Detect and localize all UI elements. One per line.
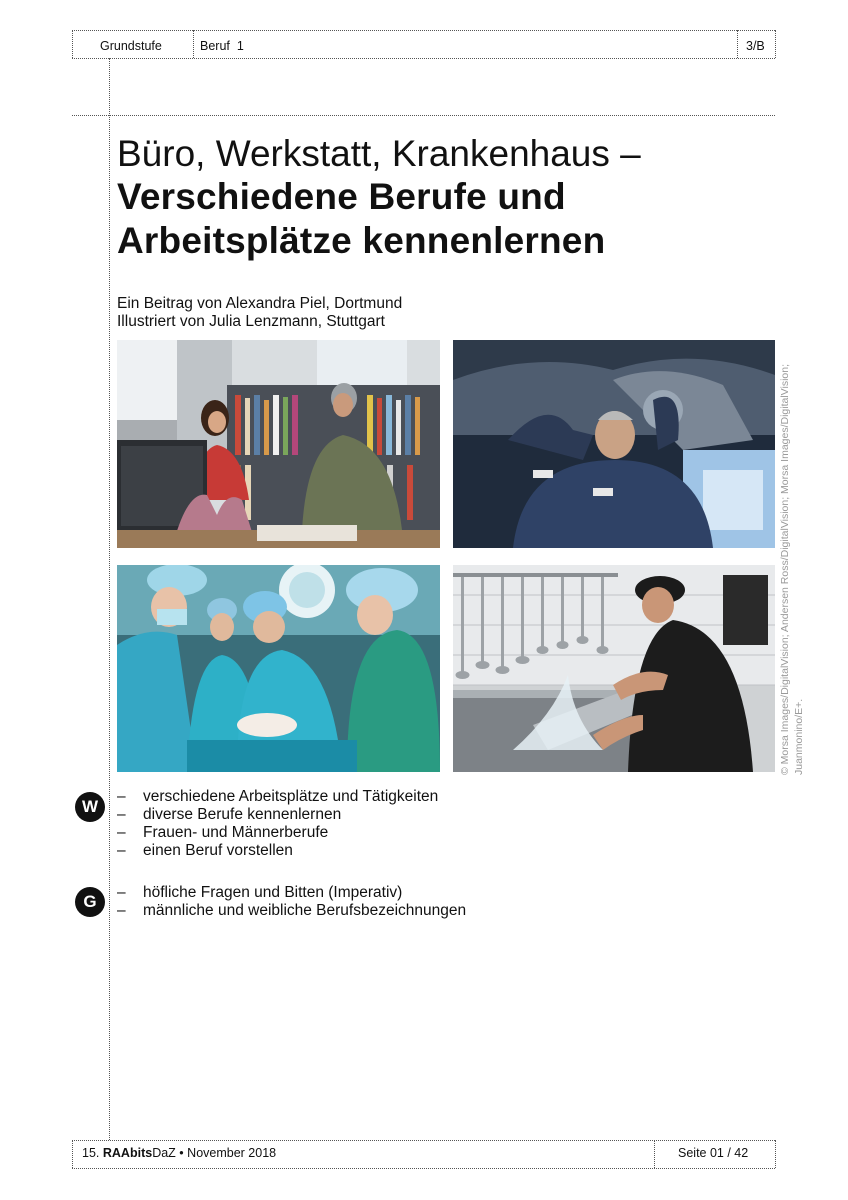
title-top-rule bbox=[72, 115, 775, 116]
g-badge-icon: G bbox=[75, 887, 105, 917]
header-topic: Beruf 1 bbox=[200, 39, 244, 53]
header-top-rule bbox=[72, 30, 775, 31]
office-photo bbox=[117, 340, 440, 548]
footer-right-edge bbox=[775, 1140, 776, 1168]
footer-product: DaZ bbox=[152, 1146, 176, 1160]
illustrator-line: Illustriert von Julia Lenzmann, Stuttgart bbox=[117, 313, 385, 330]
footer-imprint bbox=[82, 1146, 276, 1160]
photo-credit: © Morsa Images/DigitalVision; Andersen Ross/DigitalVision; Morsa Images/DigitalVision; Juanmonino/E+. bbox=[779, 363, 805, 775]
footer-bottom-rule bbox=[72, 1168, 775, 1169]
header-left-edge bbox=[72, 30, 73, 58]
author-line: Ein Beitrag von Alexandra Piel, Dortmund bbox=[117, 295, 403, 312]
list-item: – diverse Berufe kennenlernen bbox=[117, 806, 342, 823]
header-code: 3/B bbox=[746, 39, 765, 53]
header-divider-2 bbox=[737, 30, 738, 58]
header-level: Grundstufe bbox=[100, 39, 162, 53]
left-margin-rule bbox=[109, 58, 110, 1140]
footer-date: November 2018 bbox=[187, 1146, 277, 1160]
header-bottom-rule bbox=[72, 58, 775, 59]
title-line-3: Arbeitsplätze kennenlernen bbox=[117, 220, 606, 261]
surgery-photo bbox=[117, 565, 440, 772]
footer-left-edge bbox=[72, 1140, 73, 1168]
title-line-1: Büro, Werkstatt, Krankenhaus – bbox=[117, 133, 641, 174]
footer-top-rule bbox=[72, 1140, 775, 1141]
g-goals-list bbox=[117, 884, 466, 920]
kitchen-photo bbox=[453, 565, 775, 772]
w-goals-list bbox=[117, 788, 438, 860]
header-right-edge bbox=[775, 30, 776, 58]
title-line-2: Verschiedene Berufe und bbox=[117, 176, 566, 217]
header-divider-1 bbox=[193, 30, 194, 58]
mechanic-photo bbox=[453, 340, 775, 548]
list-item: – höfliche Fragen und Bitten (Imperativ) bbox=[117, 884, 403, 901]
page-number: Seite 01 / 42 bbox=[678, 1146, 749, 1160]
footer-brand: RAAbits bbox=[102, 1146, 153, 1160]
list-item: – Frauen- und Männerberufe bbox=[117, 824, 329, 841]
footer-separator: • bbox=[179, 1146, 184, 1160]
footer-divider bbox=[654, 1140, 655, 1168]
list-item: – männliche und weibliche Berufsbezeichnungen bbox=[117, 902, 467, 919]
list-item: – verschiedene Arbeitsplätze und Tätigkeiten bbox=[117, 788, 439, 805]
w-badge-icon: W bbox=[75, 792, 105, 822]
footer-issue: 15. bbox=[82, 1146, 100, 1160]
list-item: – einen Beruf vorstellen bbox=[117, 842, 293, 859]
